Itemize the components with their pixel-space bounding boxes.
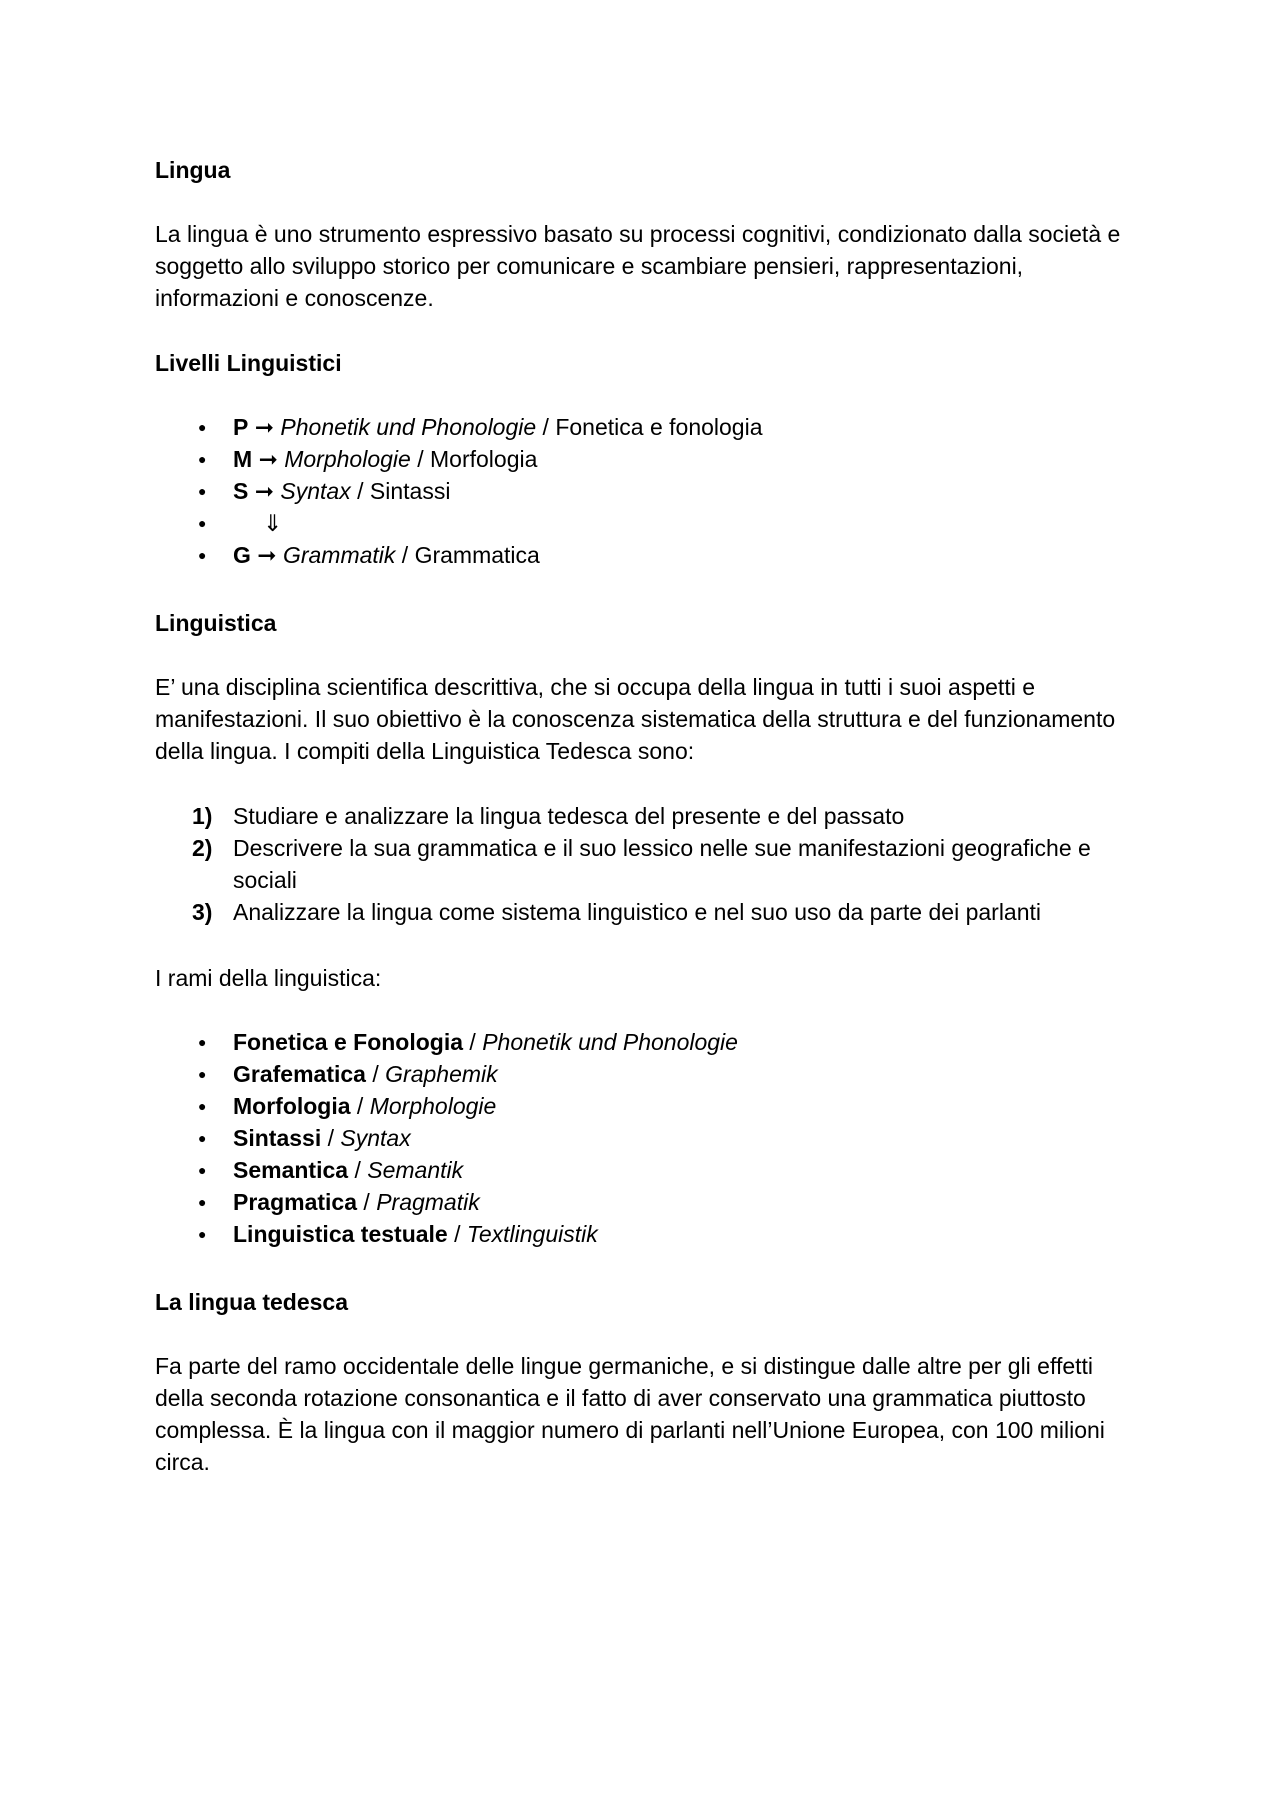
- branch-it: Morfologia: [233, 1093, 351, 1119]
- list-item: [155, 507, 1135, 539]
- paragraph-rami-intro: I rami della linguistica:: [155, 965, 382, 991]
- arrow-down-icon: ⇓: [263, 510, 283, 536]
- branch-de: Syntax: [340, 1125, 411, 1151]
- paragraph-linguistica: E’ una disciplina scientifica descrittiva, che si occupa della lingua in tutti i suoi aspetti e manifestazioni. Il suo obiettivo è la conoscenza sistematica della struttura e del funzionamento della lingua. I compiti della Linguistica Tedesca sono:: [155, 674, 1116, 764]
- term-de: Syntax: [280, 478, 351, 504]
- level-letter: G: [233, 542, 251, 568]
- heading-linguistica: Linguistica: [155, 610, 277, 636]
- branch-it: Linguistica testuale: [233, 1221, 448, 1247]
- list-item: [155, 832, 1135, 896]
- term-it: Sintassi: [369, 478, 451, 504]
- branch-it: Fonetica e Fonologia: [233, 1029, 464, 1055]
- list-item: [155, 1154, 1135, 1186]
- separator: /: [463, 1029, 483, 1055]
- branch-it: Semantica: [233, 1157, 349, 1183]
- heading-lingua-tedesca: La lingua tedesca: [155, 1289, 349, 1315]
- arrow-right-icon: ➞: [254, 414, 275, 440]
- list-item: [155, 411, 1135, 443]
- list-item: [155, 539, 1135, 571]
- branch-de: Semantik: [367, 1157, 464, 1183]
- list-item: [155, 1122, 1135, 1154]
- separator: /: [395, 542, 415, 568]
- term-de: Grammatik: [282, 542, 396, 568]
- branch-it: Pragmatica: [233, 1189, 358, 1215]
- list-rami: [155, 1026, 1135, 1250]
- bullet-icon: ●: [198, 451, 207, 467]
- term-de: Morphologie: [284, 446, 411, 472]
- term-it: Fonetica e fonologia: [555, 414, 763, 440]
- arrow-right-icon: ➞: [254, 478, 275, 504]
- list-item: [155, 475, 1135, 507]
- bullet-icon: ●: [198, 1194, 207, 1210]
- term-it: Grammatica: [414, 542, 540, 568]
- arrow-right-icon: ➞: [258, 446, 278, 472]
- branch-de: Pragmatik: [376, 1189, 480, 1215]
- term-de: Phonetik und Phonologie: [280, 414, 537, 440]
- separator: /: [447, 1221, 467, 1247]
- level-letter: S: [233, 478, 249, 504]
- branch-it: Grafematica: [233, 1061, 366, 1087]
- list-item: [155, 1090, 1135, 1122]
- bullet-icon: ●: [198, 547, 207, 563]
- bullet-icon: ●: [198, 483, 207, 499]
- separator: /: [350, 1093, 370, 1119]
- heading-livelli-linguistici: Livelli Linguistici: [155, 350, 342, 376]
- level-letter: M: [233, 446, 253, 472]
- list-item: [155, 1186, 1135, 1218]
- separator: /: [410, 446, 430, 472]
- list-item: [155, 896, 1135, 928]
- term-it: Morfologia: [430, 446, 538, 472]
- branch-de: Phonetik und Phonologie: [482, 1029, 738, 1055]
- list-item: [155, 1026, 1135, 1058]
- branch-de: Textlinguistik: [466, 1221, 598, 1247]
- branch-de: Morphologie: [369, 1093, 497, 1119]
- separator: /: [321, 1125, 341, 1151]
- separator: /: [365, 1061, 386, 1087]
- level-letter: P: [233, 414, 249, 440]
- separator: /: [357, 1189, 377, 1215]
- branch-de: Graphemik: [385, 1061, 498, 1087]
- list-item: [155, 800, 1135, 832]
- task-text: Descrivere la sua grammatica e il suo lessico nelle sue manifestazioni geografiche e sociali: [233, 835, 1091, 893]
- task-text: Studiare e analizzare la lingua tedesca del presente e del passato: [233, 803, 905, 829]
- list-number: 1): [192, 803, 213, 829]
- list-livelli: [155, 411, 1135, 571]
- heading-lingua: Lingua: [155, 157, 231, 183]
- list-number: 2): [192, 835, 213, 861]
- separator: /: [536, 414, 556, 440]
- bullet-icon: ●: [198, 1226, 207, 1242]
- bullet-icon: ●: [198, 1162, 207, 1178]
- arrow-right-icon: ➞: [257, 542, 277, 568]
- list-item: [155, 443, 1135, 475]
- list-compiti: [155, 800, 1135, 928]
- bullet-icon: ●: [198, 1130, 207, 1146]
- list-item: [155, 1218, 1135, 1250]
- separator: /: [350, 478, 370, 504]
- bullet-icon: ●: [198, 1034, 207, 1050]
- list-number: 3): [192, 899, 213, 925]
- bullet-icon: ●: [198, 515, 207, 531]
- paragraph-lingua-tedesca: Fa parte del ramo occidentale delle lingue germaniche, e si distingue dalle altre per gli effetti della seconda rotazione consonantica e il fatto di aver conservato una grammatica piuttosto complessa. È la lingua con il maggior numero di parlanti nell’Unione Europea, con 100 milioni circa.: [155, 1353, 1105, 1475]
- separator: /: [348, 1157, 368, 1183]
- paragraph-lingua: La lingua è uno strumento espressivo basato su processi cognitivi, condizionato dalla società e soggetto allo sviluppo storico per comunicare e scambiare pensieri, rappresentazioni, informazioni e conoscenze.: [155, 221, 1121, 311]
- task-text: Analizzare la lingua come sistema linguistico e nel suo uso da parte dei parlanti: [233, 899, 1042, 925]
- list-item: [155, 1058, 1135, 1090]
- branch-it: Sintassi: [233, 1125, 322, 1151]
- bullet-icon: ●: [198, 419, 207, 435]
- bullet-icon: ●: [198, 1098, 207, 1114]
- bullet-icon: ●: [198, 1066, 207, 1082]
